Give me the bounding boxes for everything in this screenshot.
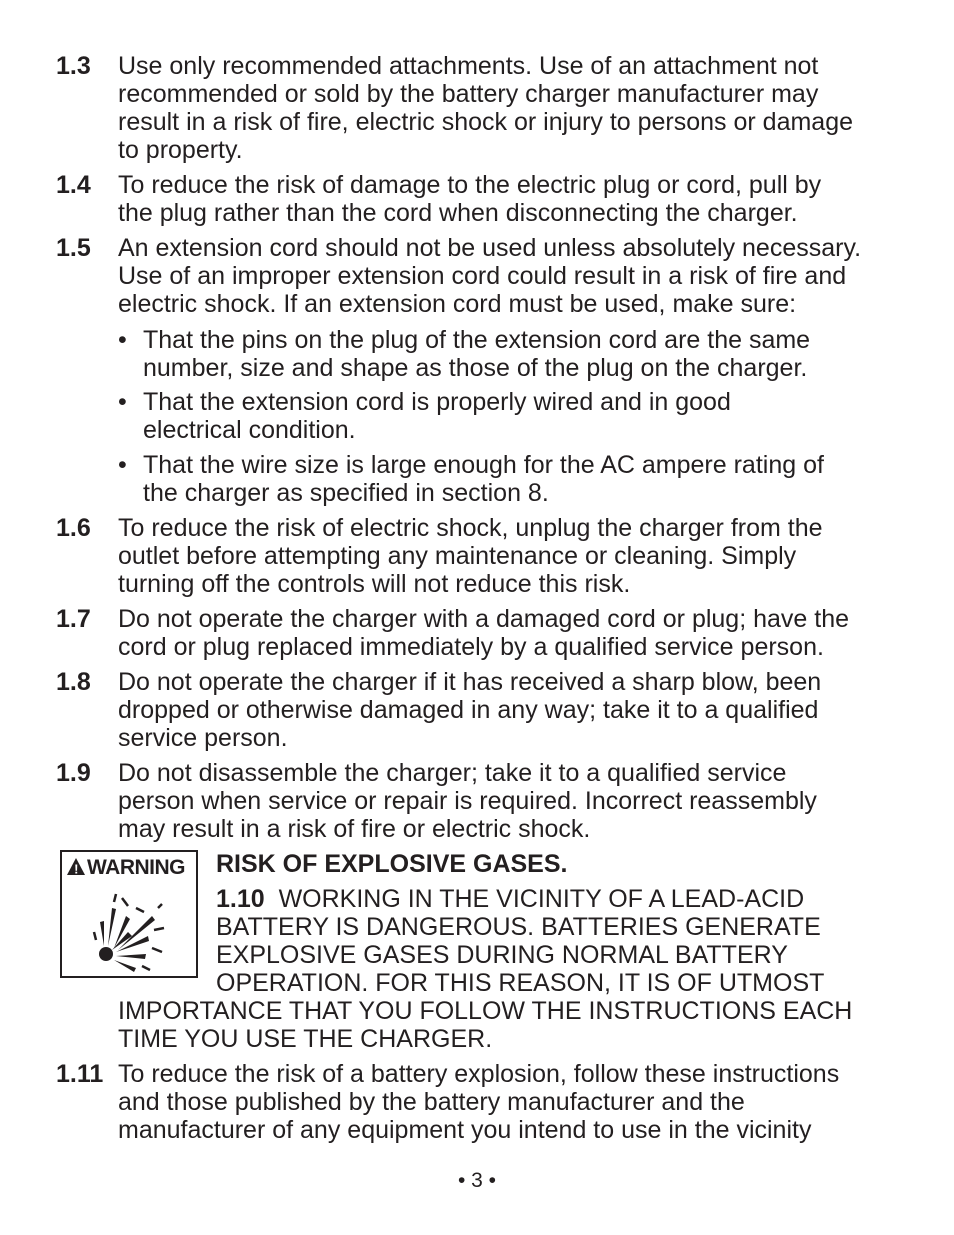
section-number: 1.6 <box>56 514 91 542</box>
text-line: Use of an improper extension cord could result in a risk of fire and <box>118 262 847 290</box>
text-line: outlet before attempting any maintenance or cleaning. Simply <box>118 542 797 570</box>
section-text <box>118 52 906 164</box>
text-line: to property. <box>118 136 243 164</box>
text-line: IMPORTANCE THAT YOU FOLLOW THE INSTRUCTIONS EACH <box>118 997 853 1025</box>
text-line: turning off the controls will not reduce this risk. <box>118 570 631 598</box>
warning-triangle-icon <box>66 857 86 876</box>
text-line: Do not disassemble the charger; take it to a qualified service <box>118 759 787 787</box>
section-text <box>118 234 906 318</box>
section-1-3 <box>56 52 906 164</box>
text-line: Do not operate the charger with a damaged cord or plug; have the <box>118 605 850 633</box>
section-text <box>118 605 906 661</box>
text-line: manufacturer of any equipment you intend to use in the vicinity <box>118 1116 812 1144</box>
section-text <box>118 514 906 598</box>
section-number: 1.7 <box>56 605 91 633</box>
text-line: That the wire size is large enough for the AC ampere rating of <box>143 451 824 479</box>
text-line: Use only recommended attachments. Use of an attachment not <box>118 52 819 80</box>
text-line: result in a risk of fire, electric shock or injury to persons or damage <box>118 108 854 136</box>
text-line: 1.10 WORKING IN THE VICINITY OF A LEAD-ACID <box>216 885 805 913</box>
section-number: 1.10 <box>216 885 265 913</box>
text-line: service person. <box>118 724 288 752</box>
page-number: • 3 • <box>457 1169 497 1192</box>
text-line: To reduce the risk of electric shock, unplug the charger from the <box>118 514 823 542</box>
section-number: 1.8 <box>56 668 91 696</box>
text-line: the charger as specified in section 8. <box>143 479 549 507</box>
section-number: 1.3 <box>56 52 91 80</box>
warning-label <box>66 856 185 880</box>
text-line: cord or plug replaced immediately by a qualified service person. <box>118 633 824 661</box>
text-line: electric shock. If an extension cord must be used, make sure: <box>118 290 797 318</box>
text-line: EXPLOSIVE GASES DURING NORMAL BATTERY <box>216 941 788 969</box>
warning-heading: RISK OF EXPLOSIVE GASES. <box>216 850 568 878</box>
bullet-icon: • <box>118 388 127 416</box>
section-1-11 <box>56 1060 906 1144</box>
svg-text:!: ! <box>74 861 78 876</box>
warning-label-text: WARNING <box>87 856 185 879</box>
text-line: and those published by the battery manufacturer and the <box>118 1088 745 1116</box>
text-line: number, size and shape as those of the plug on the charger. <box>143 354 808 382</box>
text-line: An extension cord should not be used unless absolutely necessary. <box>118 234 862 262</box>
section-1-4 <box>56 171 906 227</box>
bullet-icon: • <box>118 326 127 354</box>
bullet-item <box>118 451 898 507</box>
text-line: may result in a risk of fire or electric shock. <box>118 815 591 843</box>
bullet-item <box>118 326 898 382</box>
text-line: OPERATION. FOR THIS REASON, IT IS OF UTMOST <box>216 969 825 997</box>
section-1-6 <box>56 514 906 598</box>
warning-text <box>118 885 908 1053</box>
text-line: TIME YOU USE THE CHARGER. <box>118 1025 493 1053</box>
text-line: That the extension cord is properly wired and in good <box>143 388 731 416</box>
section-number: 1.9 <box>56 759 91 787</box>
text-line: electrical condition. <box>143 416 356 444</box>
text-line: That the pins on the plug of the extension cord are the same <box>143 326 811 354</box>
text-line: recommended or sold by the battery charger manufacturer may <box>118 80 819 108</box>
text-line: person when service or repair is required. Incorrect reassembly <box>118 787 817 815</box>
text-line: To reduce the risk of damage to the electric plug or cord, pull by <box>118 171 822 199</box>
text-line: BATTERY IS DANGEROUS. BATTERIES GENERATE <box>216 913 821 941</box>
section-text <box>118 759 906 843</box>
section-1-7 <box>56 605 906 661</box>
section-text <box>118 171 906 227</box>
bullet-item <box>118 388 898 444</box>
text-line: Do not operate the charger if it has received a sharp blow, been <box>118 668 822 696</box>
section-1-9 <box>56 759 906 843</box>
section-1-8 <box>56 668 906 752</box>
section-1-5 <box>56 234 906 318</box>
bullet-icon: • <box>118 451 127 479</box>
text-line: To reduce the risk of a battery explosion, follow these instructions <box>118 1060 840 1088</box>
section-text <box>118 1060 906 1144</box>
section-number: 1.5 <box>56 234 91 262</box>
section-number: 1.4 <box>56 171 91 199</box>
text-line: the plug rather than the cord when disconnecting the charger. <box>118 199 798 227</box>
section-text <box>118 668 906 752</box>
text-line: dropped or otherwise damaged in any way; take it to a qualified <box>118 696 819 724</box>
section-number: 1.11 <box>56 1060 104 1088</box>
